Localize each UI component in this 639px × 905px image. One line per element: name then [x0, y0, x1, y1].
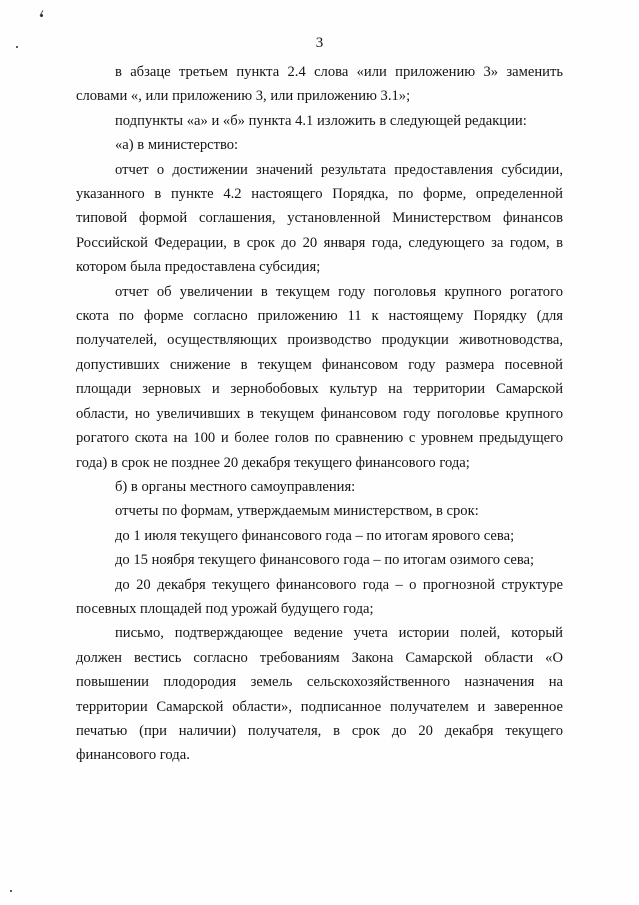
paragraph-deadline-winter: до 15 ноября текущего финансового года – по итогам озимого сева; [115, 552, 535, 569]
paragraph-amendment-2-4: в абзаце третьем пункта 2.4 слова «или приложению 3» заменить словами «, или приложению 3, или приложению 3.1»; [76, 64, 563, 105]
paragraph-cattle-report: отчет об увеличении в текущем году поголовья крупного рогатого скота по форме согласно приложению 11 к настоящему Порядку (для получателей, осуществляющих производство продукции животноводства, допустивших снижение в текущем финансовом году размера посевной площади зерновых и зернобобовых культур на территории Самарской области, но увеличивших в текущем финансовом году поголовье крупного рогатого скота на 100 и более голов по сравнению с уровнем предыдущего года) в срок не позднее 20 декабря текущего финансового года; [76, 283, 563, 471]
paragraph-field-history-letter: письмо, подтверждающее ведение учета истории полей, который должен вестись согласно требованиям Закона Самарской области «О повышении плодородия земель сельскохозяйственного назначения на территории Самарской области», подписанное получателем и заверенное печатью (при наличии) получателя, в срок до 20 декабря текущего финансового года. [76, 625, 563, 764]
paragraph-deadline-forecast: до 20 декабря текущего финансового года – о прогнозной структуре посевных площадей под урожай будущего года; [76, 576, 563, 617]
document-body [76, 60, 563, 768]
paragraph-item-b-heading: б) в органы местного самоуправления: [115, 478, 356, 495]
paragraph-deadline-spring: до 1 июля текущего финансового года – по итогам ярового сева; [115, 527, 515, 544]
paragraph-reports-forms: отчеты по формам, утверждаемым министерством, в срок: [115, 503, 479, 520]
scan-speck [10, 890, 12, 892]
paragraph-subitems-4-1: подпункты «а» и «б» пункта 4.1 изложить в следующей редакции: [115, 112, 527, 129]
paragraph-item-a-heading: «а) в министерство: [115, 137, 239, 154]
paragraph-result-report: отчет о достижении значений результата предоставления субсидии, указанного в пункте 4.2 настоящего Порядка, по форме, определенной типовой формой соглашения, установленной Министерством финансов Российской Федерации, в срок до 20 января года, следующего за годом, в котором была предоставлена субсидия; [76, 161, 563, 276]
page-number: 3 [315, 35, 324, 51]
